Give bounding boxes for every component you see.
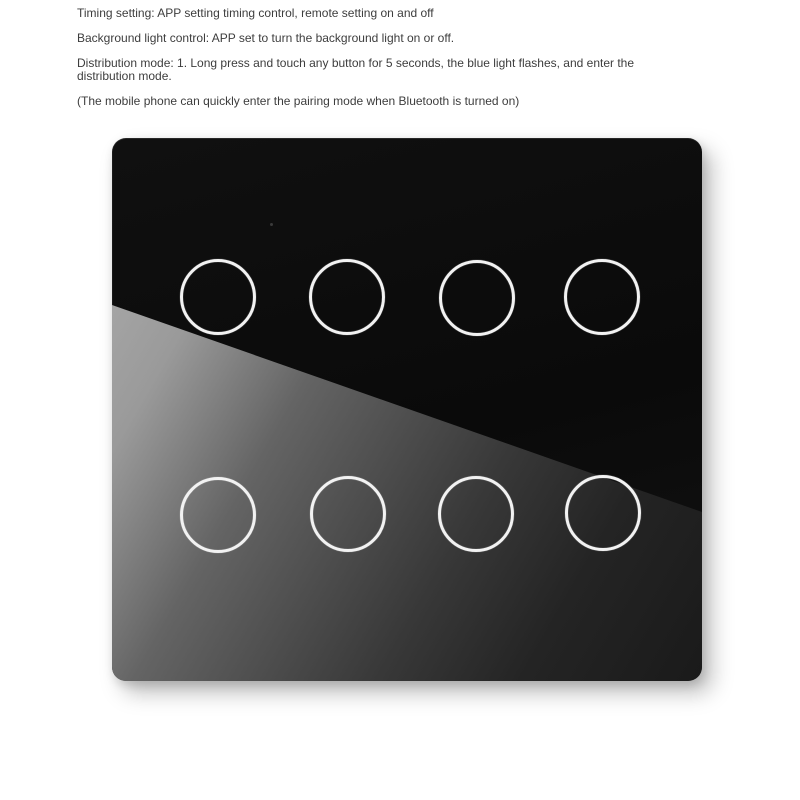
touch-switch-panel: [112, 138, 702, 681]
touch-button-row1-col2: [309, 259, 385, 335]
feature-distribution-mode: Distribution mode: 1. Long press and touch any button for 5 seconds, the blue light flashes, and enter the distribution mode.: [77, 56, 635, 83]
feature-bluetooth-pairing-note: (The mobile phone can quickly enter the pairing mode when Bluetooth is turned on): [77, 94, 520, 108]
touch-button-row1-col1: [180, 259, 256, 335]
touch-button-row2-col3: [438, 476, 514, 552]
touch-button-row2-col2: [310, 476, 386, 552]
dust-speck: [270, 223, 273, 226]
touch-button-row1-col4: [564, 259, 640, 335]
glass-reflection: [112, 138, 702, 681]
feature-background-light-control: Background light control: APP set to turn the background light on or off.: [77, 31, 455, 45]
touch-button-row2-col1: [180, 477, 256, 553]
feature-description: [77, 7, 662, 120]
touch-button-row2-col4: [565, 475, 641, 551]
touch-button-row1-col3: [439, 260, 515, 336]
feature-timing-setting: Timing setting: APP setting timing control, remote setting on and off: [77, 6, 434, 20]
